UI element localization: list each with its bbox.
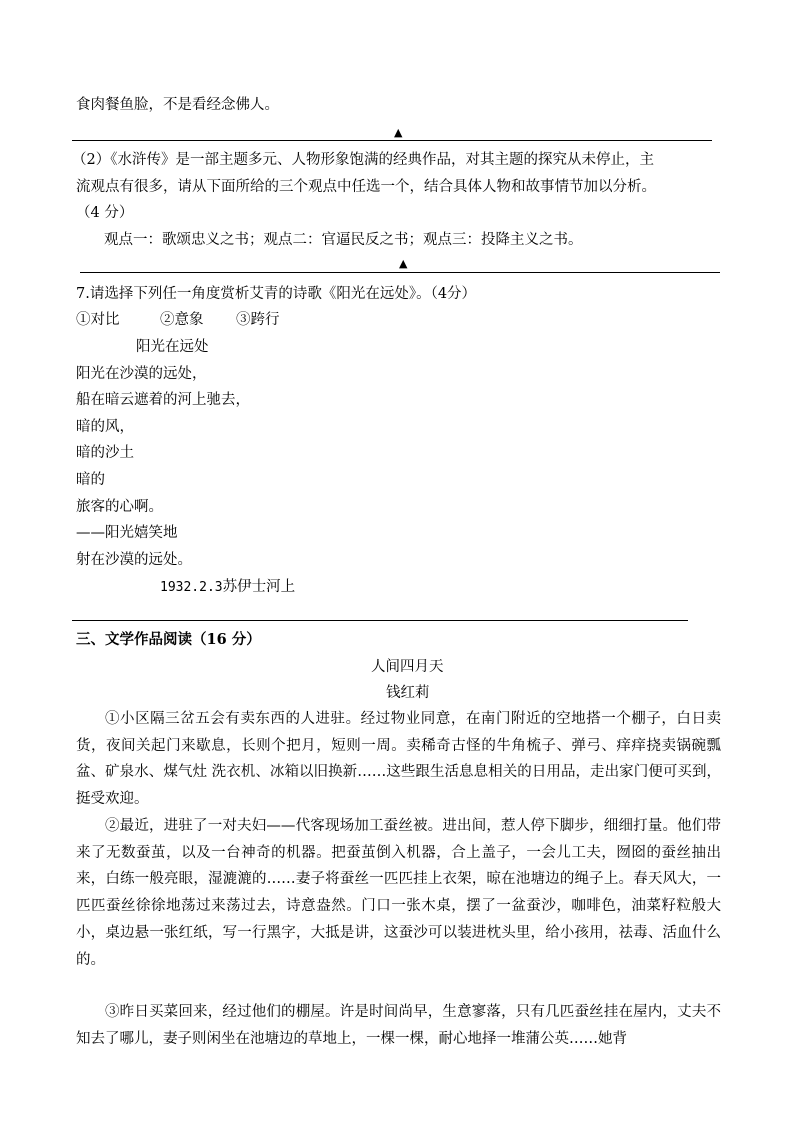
q7-option-1: ①对比 (76, 312, 120, 328)
answer-line (72, 620, 688, 621)
poem-line: 射在沙漠的远处。 (76, 552, 192, 568)
poem-place: 苏伊士河上 (222, 579, 296, 595)
poem-line: 阳光在沙漠的远处， (76, 366, 207, 382)
poem-line: ——阳光嬉笑地 (76, 525, 178, 541)
q7-question: 7.请选择下列任一角度赏析艾青的诗歌《阳光在远处》。（4分） (76, 286, 477, 302)
q7-option-2: ②意象 (160, 312, 204, 328)
section3-heading: 三、文学作品阅读（16 分） (76, 631, 261, 648)
poem-line: 暗的风， (76, 419, 134, 435)
article-paragraph-1: ①小区隔三岔五会有卖东西的人进驻。经过物业同意，在南门附近的空地搭一个棚子，白日卖货，夜间关起门来歇息，长则个把月，短则一周。卖稀奇古怪的牛角梳子、弹弓、痒痒挠卖锅碗瓢盆、矿泉水、煤气灶 洗衣机、冰箱以旧换新……这些跟生活息息相关的日用品，走出家门便可买到，挺受欢迎。 (76, 711, 721, 808)
answer-triangle-icon: ▲ (399, 257, 408, 270)
q6-viewpoints: 观点一：歌颂忠义之书；观点二：官逼民反之书；观点三：投降主义之书。 (104, 232, 583, 248)
poem-line: 旅客的心啊。 (76, 499, 163, 515)
answer-triangle-icon: ▲ (394, 126, 403, 139)
poem-line: 船在暗云遮着的河上驰去， (76, 392, 250, 408)
poem-signature (160, 577, 295, 598)
answer-line (80, 272, 720, 273)
poem-title: 阳光在远处 (136, 339, 209, 355)
q6-sub2-line2: 流观点有很多，请从下面所给的三个观点中任选一个，结合具体人物和故事情节加以分析。 (76, 179, 656, 195)
q7-option-3: ③跨行 (236, 312, 280, 328)
poem-date: 1932.2.3 (160, 580, 223, 595)
article-paragraph-3: ③昨日买菜回来，经过他们的棚屋。许是时间尚早，生意寥落，只有几匹蚕丝挂在屋内，丈夫不知去了哪儿，妻子则闲坐在池塘边的草地上，一棵一棵，耐心地择一堆蒲公英……她背 (76, 1004, 721, 1047)
article-author: 钱红莉 (386, 685, 430, 701)
article-paragraph-2: ②最近，进驻了一对夫妇——代客现场加工蚕丝被。进出间，惹人停下脚步，细细打量。他们带来了无数蚕茧，以及一台神奇的机器。把蚕茧倒入机器，合上盖子，一会儿工夫，囫囵的蚕丝抽出来，白练一般亮眼，湿漉漉的……妻子将蚕丝一匹匹挂上衣架，晾在池塘边的绳子上。春天风大，一匹匹蚕丝徐徐地荡过来荡过去，诗意盎然。门口一张木桌，摆了一盆蚕沙，咖啡色，油菜籽粒般大小，桌边悬一张红纸，写一行黑字，大抵是讲，这蚕沙可以装进枕头里，给小孩用，祛毒、活血什么的。 (76, 818, 721, 968)
q6-sub2-points: （4 分） (76, 205, 134, 221)
q6-end-line: 食肉餐鱼脸，不是看经念佛人。 (76, 97, 279, 113)
q6-sub2-line1: （2）《水浒传》是一部主题多元、人物形象饱满的经典作品，对其主题的探究从未停止，主 (72, 152, 654, 168)
article-title: 人间四月天 (371, 659, 444, 675)
answer-line (72, 140, 712, 141)
poem-line: 暗的 (76, 472, 105, 488)
poem-line: 暗的沙土 (76, 445, 134, 461)
